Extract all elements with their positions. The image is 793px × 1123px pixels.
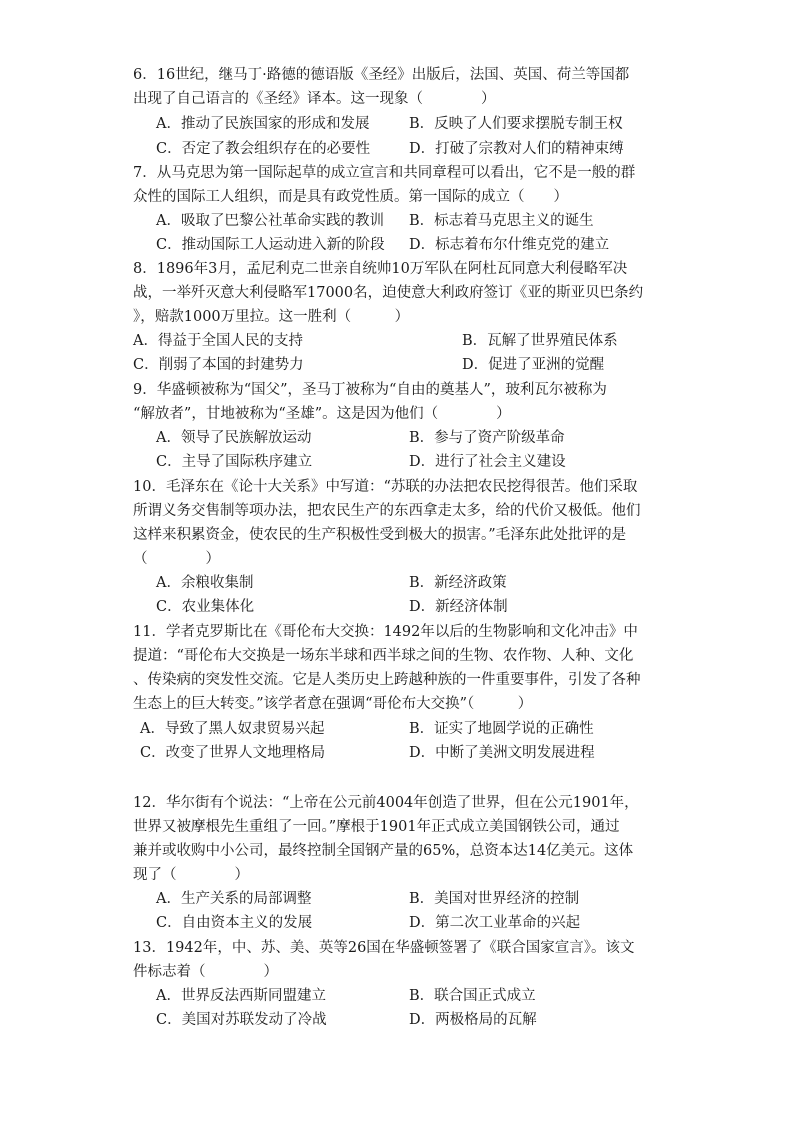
question-8-stem-line-2: 战，一举歼灭意大利侵略军17000名，迫使意大利政府签订《亚的斯亚贝巴条约 bbox=[133, 285, 644, 301]
question-11-stem-line-3: 、传染病的突发性交流。它是人类历史上跨越种族的一件重要事件，引发了各种 bbox=[133, 672, 641, 688]
question-13-stem-line-1: 13．1942年，中、苏、美、英等26国在华盛顿签署了《联合国家宣言》。该文 bbox=[133, 940, 635, 956]
question-9-option-c[interactable]: C．主导了国际秩序建立 bbox=[156, 454, 313, 470]
question-6-stem-line-1: 6．16世纪，继马丁·路德的德语版《圣经》出版后，法国、英国、荷兰等国都 bbox=[133, 67, 630, 83]
question-12-option-b[interactable]: B．美国对世界经济的控制 bbox=[409, 891, 580, 907]
question-11-stem-line-4: 生态上的巨大转变。”该学者意在强调“哥伦布大交换”（ ） bbox=[133, 696, 533, 712]
question-6-option-d[interactable]: D．打破了宗教对人们的精神束缚 bbox=[409, 141, 624, 157]
question-10-option-a[interactable]: A．余粮收集制 bbox=[156, 575, 254, 591]
question-9-stem-line-1: 9．华盛顿被称为“国父”，圣马丁被称为“自由的奠基人”，玻利瓦尔被称为 bbox=[133, 382, 607, 398]
question-8-option-d[interactable]: D．促进了亚洲的觉醒 bbox=[462, 357, 605, 373]
question-12-stem-line-2: 世界又被摩根先生重组了一回。”摩根于1901年正式成立美国钢铁公司，通过 bbox=[133, 819, 620, 835]
question-11-stem-line-2: 提道：“哥伦布大交换是一场东半球和西半球之间的生物、农作物、人种、文化 bbox=[133, 648, 634, 664]
question-6-option-c[interactable]: C．否定了教会组织存在的必要性 bbox=[156, 141, 371, 157]
question-12-stem-line-1: 12．华尔街有个说法：“上帝在公元前4004年创造了世界，但在公元1901年， bbox=[133, 795, 639, 811]
question-9-option-d[interactable]: D．进行了社会主义建设 bbox=[409, 454, 566, 470]
question-12-option-d[interactable]: D．第二次工业革命的兴起 bbox=[409, 915, 581, 931]
question-7-stem-line-2: 众性的国际工人组织，而是具有政党性质。第一国际的成立（ ） bbox=[133, 189, 568, 205]
question-7-stem-line-1: 7．从马克思为第一国际起草的成立宣言和共同章程可以看出，它不是一般的群 bbox=[133, 165, 636, 181]
question-12-stem-line-4: 现了（ ） bbox=[133, 867, 249, 883]
question-9-option-a[interactable]: A．领导了民族解放运动 bbox=[156, 430, 312, 446]
question-13-stem-line-2: 件标志着（ ） bbox=[133, 964, 278, 980]
question-7-option-b[interactable]: B．标志着马克思主义的诞生 bbox=[409, 213, 594, 229]
question-10-stem-line-4: （ ） bbox=[133, 551, 220, 567]
question-9-stem-line-2: “解放者”，甘地被称为“圣雄”。这是因为他们（ ） bbox=[133, 406, 511, 422]
question-6-stem-line-2: 出现了自己语言的《圣经》译本。这一现象（ ） bbox=[133, 91, 496, 107]
question-8-option-a[interactable]: A．得益于全国人民的支持 bbox=[133, 333, 303, 349]
question-12-stem-line-3: 兼并或收购中小公司，最终控制全国钢产量的65%，总资本达14亿美元。这体 bbox=[133, 843, 634, 859]
question-10-stem-line-2: 所谓义务交售制等项办法，把农民生产的东西拿走太多，给的代价又极低。他们 bbox=[133, 503, 641, 519]
question-12-option-a[interactable]: A．生产关系的局部调整 bbox=[156, 891, 312, 907]
question-11-option-b[interactable]: B．证实了地圆学说的正确性 bbox=[409, 721, 594, 737]
question-6-option-b[interactable]: B．反映了人们要求摆脱专制王权 bbox=[409, 116, 623, 132]
question-8-option-c[interactable]: C．削弱了本国的封建势力 bbox=[133, 357, 304, 373]
question-10-option-d[interactable]: D．新经济体制 bbox=[409, 599, 508, 615]
question-11-option-d[interactable]: D．中断了美洲文明发展进程 bbox=[409, 745, 595, 761]
question-7-option-d[interactable]: D．标志着布尔什维克党的建立 bbox=[409, 237, 610, 253]
question-8-stem-line-1: 8．1896年3月，孟尼利克二世亲自统帅10万军队在阿杜瓦同意大利侵略军决 bbox=[133, 261, 628, 277]
question-9-option-b[interactable]: B．参与了资产阶级革命 bbox=[409, 430, 565, 446]
question-7-option-a[interactable]: A．吸取了巴黎公社革命实践的教训 bbox=[156, 213, 384, 229]
question-13-option-c[interactable]: C．美国对苏联发动了冷战 bbox=[156, 1012, 327, 1028]
question-11-stem-line-1: 11．学者克罗斯比在《哥伦布大交换：1492年以后的生物影响和文化冲击》中 bbox=[133, 624, 638, 640]
question-10-stem-line-3: 这样来积累资金，使农民的生产积极性受到极大的损害。”毛泽东此处批评的是 bbox=[133, 527, 627, 543]
question-8-stem-line-3: 》，赔款1000万里拉。这一胜利（ ） bbox=[133, 309, 410, 325]
question-12-option-c[interactable]: C．自由资本主义的发展 bbox=[156, 915, 313, 931]
question-11-option-c[interactable]: C．改变了世界人文地理格局 bbox=[140, 745, 326, 761]
question-11-option-a[interactable]: A．导致了黑人奴隶贸易兴起 bbox=[140, 721, 325, 737]
question-13-option-d[interactable]: D．两极格局的瓦解 bbox=[409, 1012, 537, 1028]
question-7-option-c[interactable]: C．推动国际工人运动进入新的阶段 bbox=[156, 237, 385, 253]
question-13-option-a[interactable]: A．世界反法西斯同盟建立 bbox=[156, 988, 326, 1004]
question-10-option-b[interactable]: B．新经济政策 bbox=[409, 575, 507, 591]
question-6-option-a[interactable]: A．推动了民族国家的形成和发展 bbox=[156, 116, 370, 132]
question-10-option-c[interactable]: C．农业集体化 bbox=[156, 599, 255, 615]
question-8-option-b[interactable]: B．瓦解了世界殖民体系 bbox=[462, 333, 618, 349]
question-13-option-b[interactable]: B．联合国正式成立 bbox=[409, 988, 536, 1004]
question-10-stem-line-1: 10．毛泽东在《论十大关系》中写道：“苏联的办法把农民挖得很苦。他们采取 bbox=[133, 479, 638, 495]
